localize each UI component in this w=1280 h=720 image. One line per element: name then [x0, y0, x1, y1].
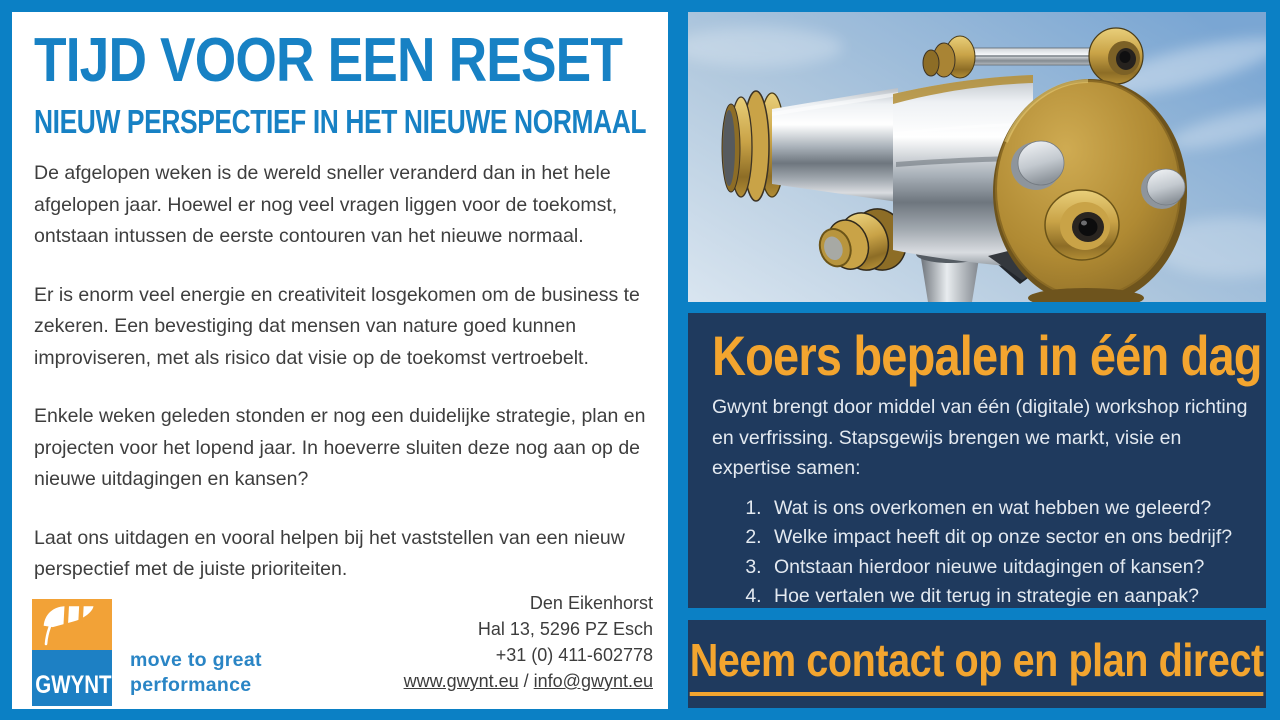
- logo-blue-square: [32, 650, 112, 706]
- page-title-text: TIJD VOOR EEN RESET: [34, 26, 623, 95]
- workshop-heading-text: Koers bepalen in één dag: [712, 324, 1262, 387]
- workshop-box: [688, 313, 1266, 608]
- paragraph-3: Enkele weken geleden stonden er nog een duidelijke strategie, plan en projecten voor het lopend jaar. In hoeverre sluiten deze nog aan op de nieuwe uitdagingen en kansen?: [34, 405, 646, 490]
- workshop-heading: [712, 324, 1262, 387]
- website-link[interactable]: www.gwynt.eu: [403, 671, 519, 691]
- workshop-list-item-3: 3. Ontstaan hierdoor nieuwe uitdagingen of kansen?: [767, 553, 1242, 583]
- tagline-line-2: performance: [130, 674, 252, 696]
- telescope-illustration: [688, 12, 1266, 302]
- windsock-icon: [32, 599, 112, 650]
- workshop-list: [712, 494, 1242, 612]
- workshop-list-item-4: 4. Hoe vertalen we dit terug in strategie en aanpak?: [767, 582, 1242, 612]
- link-separator: /: [523, 671, 529, 691]
- contact-address-2: Hal 13, 5296 PZ Esch: [477, 619, 653, 639]
- workshop-intro: Gwynt brengt door middel van één (digitale) workshop richting en verfrissing. Stapsgewijs brengen we markt, visie en expertise samen:: [712, 396, 1248, 479]
- cta-box: [688, 620, 1266, 708]
- gwynt-logo: [32, 599, 112, 706]
- logo-tagline: [130, 648, 262, 698]
- paragraph-2: Er is enorm veel energie en creativiteit losgekomen om de business te zekeren. Een bevestiging dat mensen van nature goed kunnen improviseren, met als risico dat visie op de toekomst vertroebelt.: [34, 283, 640, 369]
- workshop-list-item-2: 2. Welke impact heeft dit op onze sector en ons bedrijf?: [767, 523, 1242, 553]
- telescope-photo: [688, 12, 1266, 302]
- cta-link[interactable]: Neem contact op en plan direct: [690, 633, 1264, 696]
- page-subtitle-text: NIEUW PERSPECTIEF IN HET NIEUWE NORMAAL: [34, 103, 647, 140]
- contact-address-1: Den Eikenhorst: [529, 593, 653, 613]
- tagline-line-1: move to great: [130, 649, 262, 671]
- left-panel: [12, 12, 668, 709]
- contact-phone: +31 (0) 411-602778: [495, 645, 653, 665]
- email-link[interactable]: info@gwynt.eu: [533, 671, 653, 691]
- contact-links: [404, 668, 653, 694]
- page-subtitle: [34, 104, 799, 140]
- paragraph-1: De afgelopen weken is de wereld sneller veranderd dan in het hele afgelopen jaar. Hoewel er nog veel vragen liggen voor de toekomst, ontstaan intussen de eerste contouren van het nieuwe normaal.: [34, 162, 618, 247]
- workshop-list-item-1: 1. Wat is ons overkomen en wat hebben we geleerd?: [767, 494, 1242, 524]
- paragraph-4: Laat ons uitdagen en vooral helpen bij het vaststellen van een nieuw perspectief met de juiste prioriteiten.: [34, 526, 625, 580]
- logo-orange-square: [32, 599, 112, 650]
- logo-wordmark: GWYNT: [35, 671, 112, 699]
- contact-block: [404, 590, 653, 694]
- intro-paragraphs: [34, 158, 656, 613]
- page-title: [34, 28, 718, 93]
